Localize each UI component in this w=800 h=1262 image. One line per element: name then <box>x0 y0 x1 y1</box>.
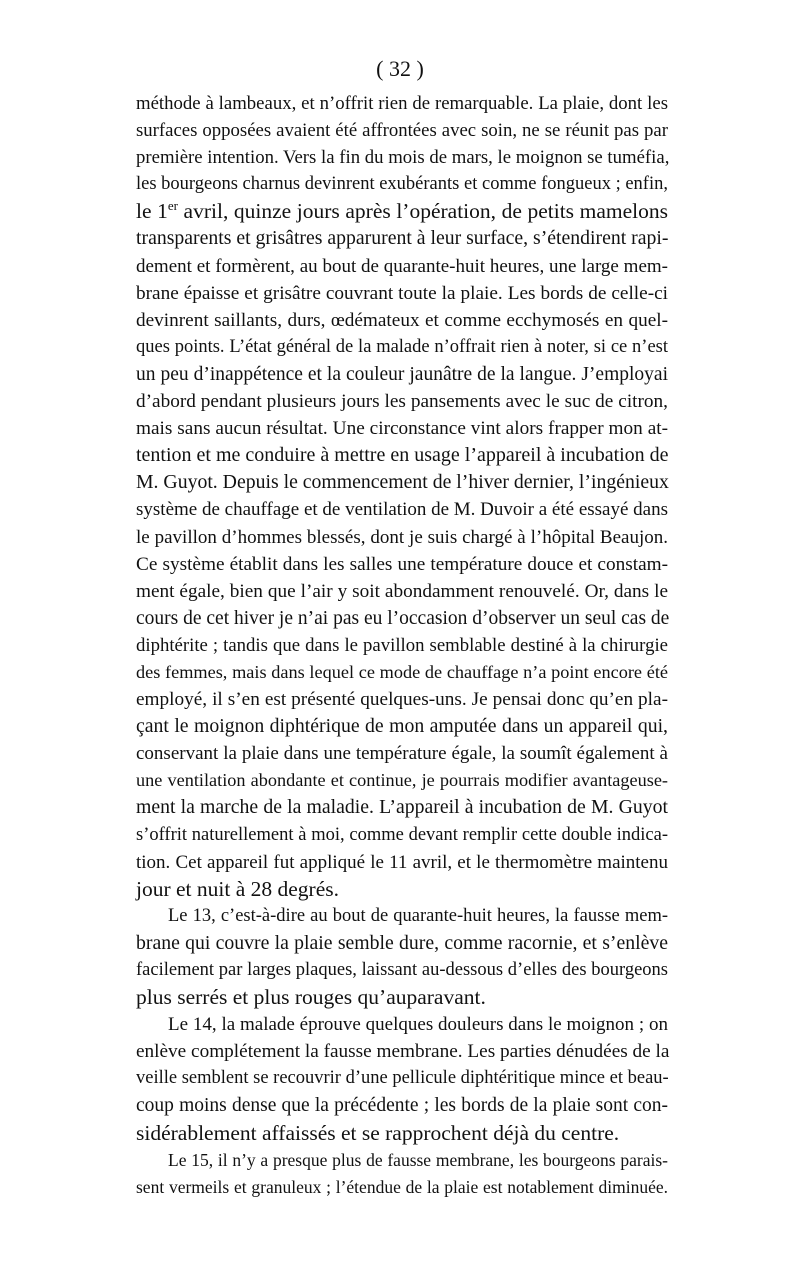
text-line: cours de cet hiver je n’ai pas eu l’occasion d’observer un seul cas de <box>136 607 670 629</box>
text-line: jour et nuit à 28 degrés. <box>136 876 340 901</box>
text-line: transparents et grisâtres apparurent à leur surface, s’étendirent rapi- <box>136 227 669 250</box>
text-line: M. Guyot. Depuis le commencement de l’hiver dernier, l’ingénieux <box>136 471 669 494</box>
text-line: diphtérite ; tandis que dans le pavillon semblable destiné à la chirurgie <box>136 634 668 656</box>
text-line: des femmes, mais dans lequel ce mode de chauffage n’a point encore été <box>136 661 668 682</box>
text-line: surfaces opposées avaient été affrontées avec soin, ne se réunit pas par <box>136 120 668 142</box>
text-line: ment égale, bien que l’air y soit abondamment renouvelé. Or, dans le <box>136 580 668 602</box>
text-line: s’offrit naturellement à moi, comme devant remplir cette double indica- <box>136 824 668 845</box>
text-line: le pavillon d’hommes blessés, dont je suis chargé à l’hôpital Beaujon. <box>136 526 668 548</box>
text-line: devinrent saillants, durs, œdémateux et comme ecchymosés en quel- <box>136 309 668 331</box>
text-line: sent vermeils et granuleux ; l’étendue de la plaie est notablement diminuée. <box>136 1176 668 1197</box>
text-line: conservant la plaie dans une température égale, la soumît également à <box>136 743 668 765</box>
text-line: Le 14, la malade éprouve quelques douleurs dans le moignon ; on <box>168 1014 668 1036</box>
text-line: enlève complétement la fausse membrane. Les parties dénudées de la <box>136 1041 670 1063</box>
text-line: employé, il s’en est présenté quelques-uns. Je pensai donc qu’en pla- <box>136 689 668 711</box>
text-line: sidérablement affaissés et se rapprochent déjà du centre. <box>136 1120 620 1145</box>
text-line: dement et formèrent, au bout de quarante-huit heures, une large mem- <box>136 255 668 277</box>
text-line: ques points. L’état général de la malade n’offrait rien à noter, si ce n’est <box>136 336 668 357</box>
text-line: système de chauffage et de ventilation de M. Duvoir a été essayé dans <box>136 499 668 521</box>
text-line: Ce système établit dans les salles une température douce et constam- <box>136 553 668 575</box>
text-line: tention et me conduire à mettre en usage l’appareil à incubation de <box>136 444 669 467</box>
text-line: les bourgeons charnus devinrent exubérants et comme fongueux ; enfin, <box>136 174 668 195</box>
text-line: un peu d’inappétence et la couleur jaunâtre de la langue. J’employai <box>136 363 668 385</box>
paragraph-2 <box>136 903 668 1011</box>
text-line: brane qui couvre la plaie semble dure, comme racornie, et s’enlève <box>136 931 668 954</box>
text-line: plus serrés et plus rouges qu’auparavant. <box>136 985 486 1010</box>
text-line: çant le moignon diphtérique de mon amputée dans un appareil qui, <box>136 715 668 738</box>
text-line: première intention. Vers la fin du mois de mars, le moignon se tuméfia, <box>136 147 670 169</box>
text-line: brane épaisse et grisâtre couvrant toute la plaie. Les bords de celle-ci <box>136 282 668 304</box>
text-line: ment la marche de la maladie. L’appareil à incubation de M. Guyot <box>136 796 668 819</box>
page-number: ( 32 ) <box>376 56 424 81</box>
paragraph-4 <box>136 1147 668 1201</box>
text-line: une ventilation abondante et continue, je pourrais modifier avantageuse- <box>136 770 668 791</box>
text-line: le 1er avril, quinze jours après l’opération, de petits mamelons <box>136 198 668 224</box>
paragraph-3 <box>136 1011 668 1146</box>
text-line: tion. Cet appareil fut appliqué le 11 avril, et le thermomètre maintenu <box>136 851 668 873</box>
body-text <box>136 90 668 1201</box>
text-line: mais sans aucun résultat. Une circonstance vint alors frapper mon at- <box>136 418 668 440</box>
text-line: facilement par larges plaques, laissant au-dessous d’elles des bourgeons <box>136 960 668 980</box>
text-line: Le 15, il n’y a presque plus de fausse membrane, les bourgeons parais- <box>168 1149 668 1170</box>
ordinal-superscript: er <box>167 198 178 214</box>
text-line: d’abord pendant plusieurs jours les pansements avec le suc de citron, <box>136 391 668 413</box>
text-line: Le 13, c’est-à-dire au bout de quarante-huit heures, la fausse mem- <box>168 905 668 926</box>
text-line: méthode à lambeaux, et n’offrit rien de remarquable. La plaie, dont les <box>136 93 668 114</box>
text-line: veille semblent se recouvrir d’une pellicule diphtéritique mince et beau- <box>136 1068 669 1089</box>
paragraph-1 <box>136 90 668 903</box>
text-line: coup moins dense que la précédente ; les bords de la plaie sont con- <box>136 1095 668 1117</box>
